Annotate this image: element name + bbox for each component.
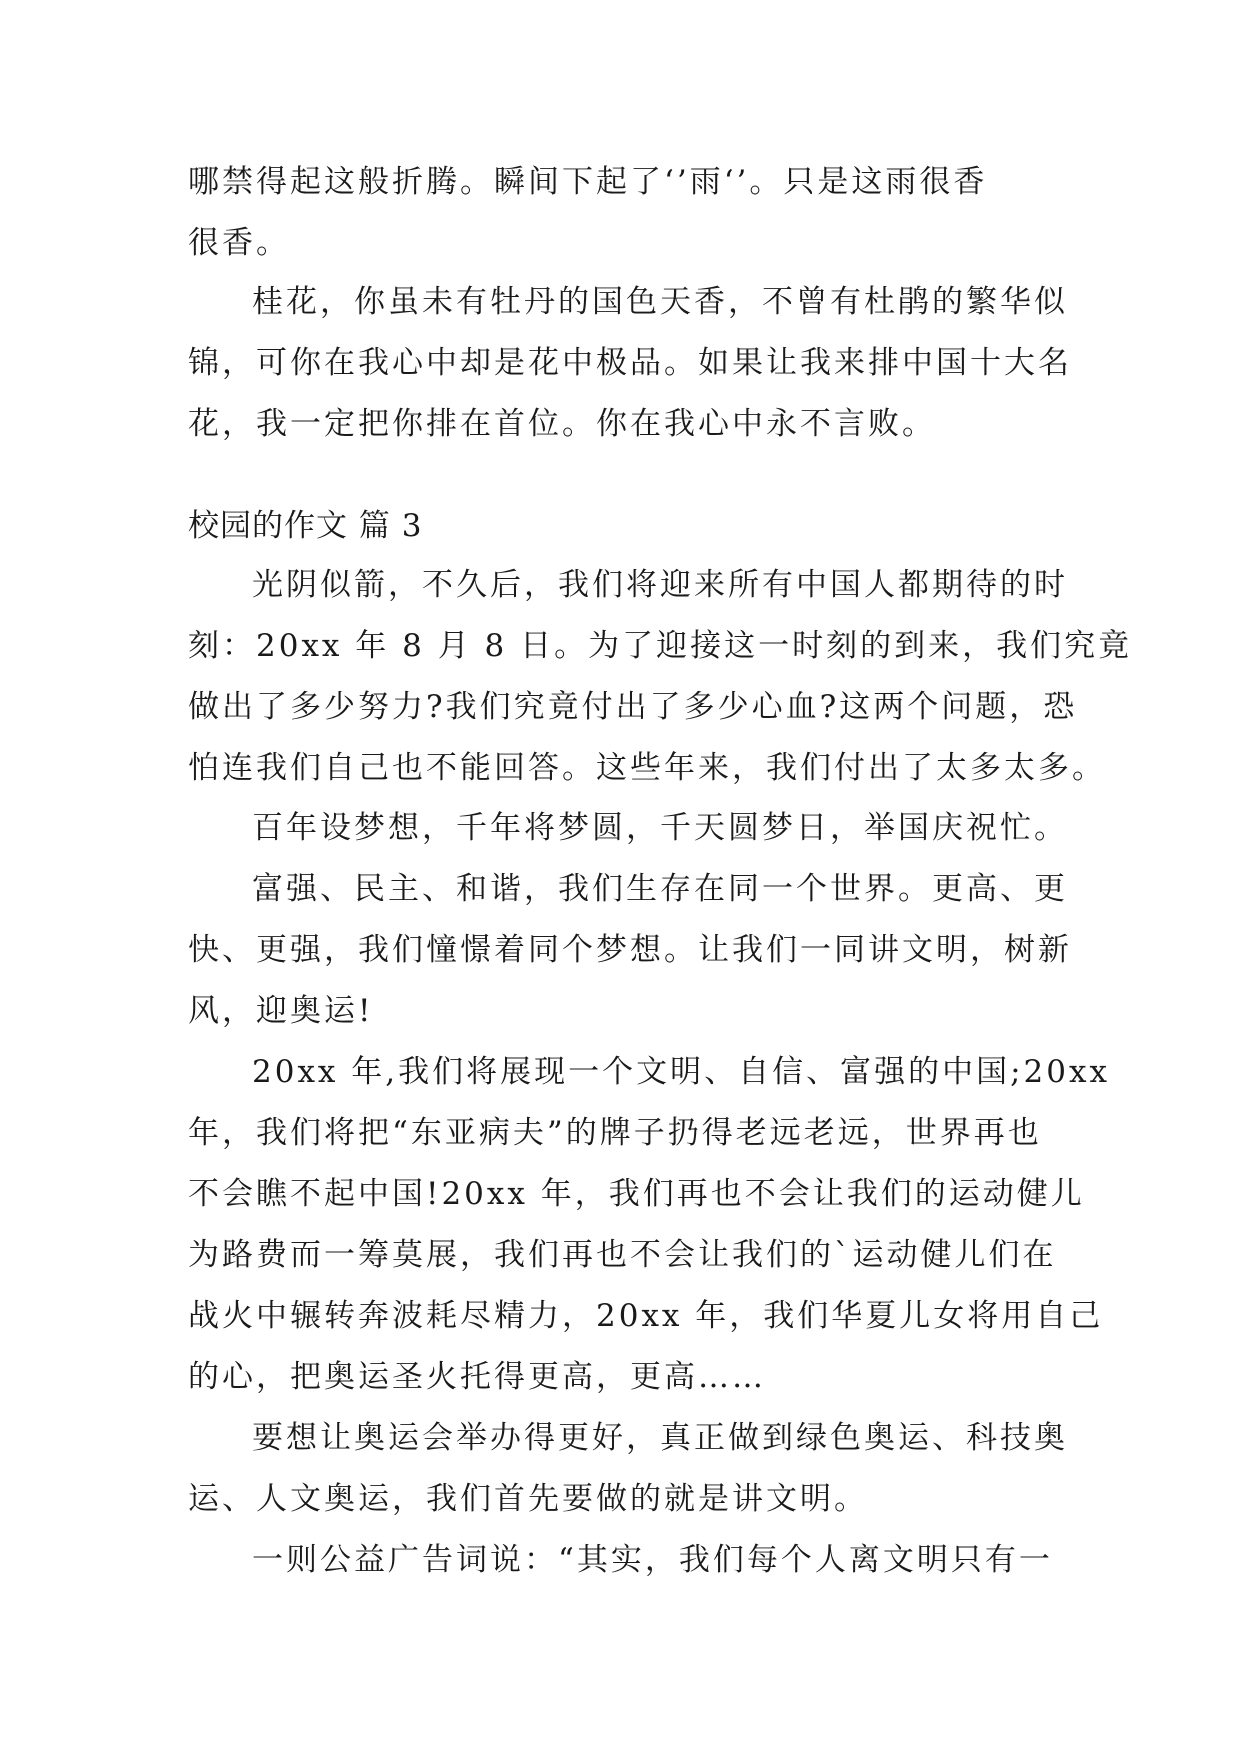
text-line: 一则公益广告词说：“其实，我们每个人离文明只有一	[252, 1542, 1053, 1578]
text-line: 风，迎奥运!	[188, 993, 374, 1029]
text-line: 20xx 年,我们将展现一个文明、自信、富强的中国;20xx	[252, 1054, 1110, 1090]
text-line: 百年设梦想，千年将梦圆，千天圆梦日，举国庆祝忙。	[252, 810, 1068, 846]
text-line: 快、更强，我们憧憬着同个梦想。让我们一同讲文明，树新	[188, 932, 1072, 968]
section-heading	[188, 496, 1048, 557]
text-line: 哪禁得起这般折腾。瞬间下起了‘’雨‘’。只是这雨很香	[188, 164, 988, 200]
text-line: 运、人文奥运，我们首先要做的就是讲文明。	[188, 1481, 868, 1517]
text-line: 花，我一定把你排在首位。你在我心中永不言败。	[188, 406, 936, 442]
paragraph-2	[188, 798, 1068, 859]
paragraph-6	[188, 1530, 1053, 1591]
text-line: 光阴似箭，不久后，我们将迎来所有中国人都期待的时	[252, 567, 1068, 603]
text-line: 不会瞧不起中国!20xx 年，我们再也不会让我们的运动健儿	[188, 1176, 1085, 1212]
text-line: 做出了多少努力?我们究竟付出了多少心血?这两个问题，恐	[188, 689, 1078, 725]
heading-text: 校园的作文 篇 3	[188, 508, 423, 544]
text-line: 锦，可你在我心中却是花中极品。如果让我来排中国十大名	[188, 345, 1072, 381]
text-line: 很香。	[188, 225, 290, 261]
paragraph-4	[188, 1042, 1110, 1408]
text-line: 怕连我们自己也不能回答。这些年来，我们付出了太多太多。	[188, 750, 1106, 786]
text-line: 年，我们将把“东亚病夫”的牌子扔得老远老远，世界再也	[188, 1115, 1042, 1151]
paragraph-fragment	[188, 152, 1048, 274]
paragraph-osmanthus	[188, 272, 1072, 455]
paragraph-1	[188, 555, 1133, 799]
text-line: 桂花，你虽未有牡丹的国色天香，不曾有杜鹃的繁华似	[252, 284, 1068, 320]
text-line: 的心，把奥运圣火托得更高，更高……	[188, 1359, 766, 1395]
text-line: 战火中辗转奔波耗尽精力，20xx 年，我们华夏儿女将用自己	[188, 1298, 1104, 1334]
text-line: 要想让奥运会举办得更好，真正做到绿色奥运、科技奥	[252, 1420, 1068, 1456]
text-line: 富强、民主、和谐，我们生存在同一个世界。更高、更	[252, 871, 1068, 907]
text-line: 为路费而一筹莫展，我们再也不会让我们的`运动健儿们在	[188, 1237, 1057, 1273]
text-line: 刻：20xx 年 8 月 8 日。为了迎接这一时刻的到来，我们究竟	[188, 628, 1133, 664]
paragraph-3	[188, 859, 1072, 1042]
paragraph-5	[188, 1408, 1068, 1530]
